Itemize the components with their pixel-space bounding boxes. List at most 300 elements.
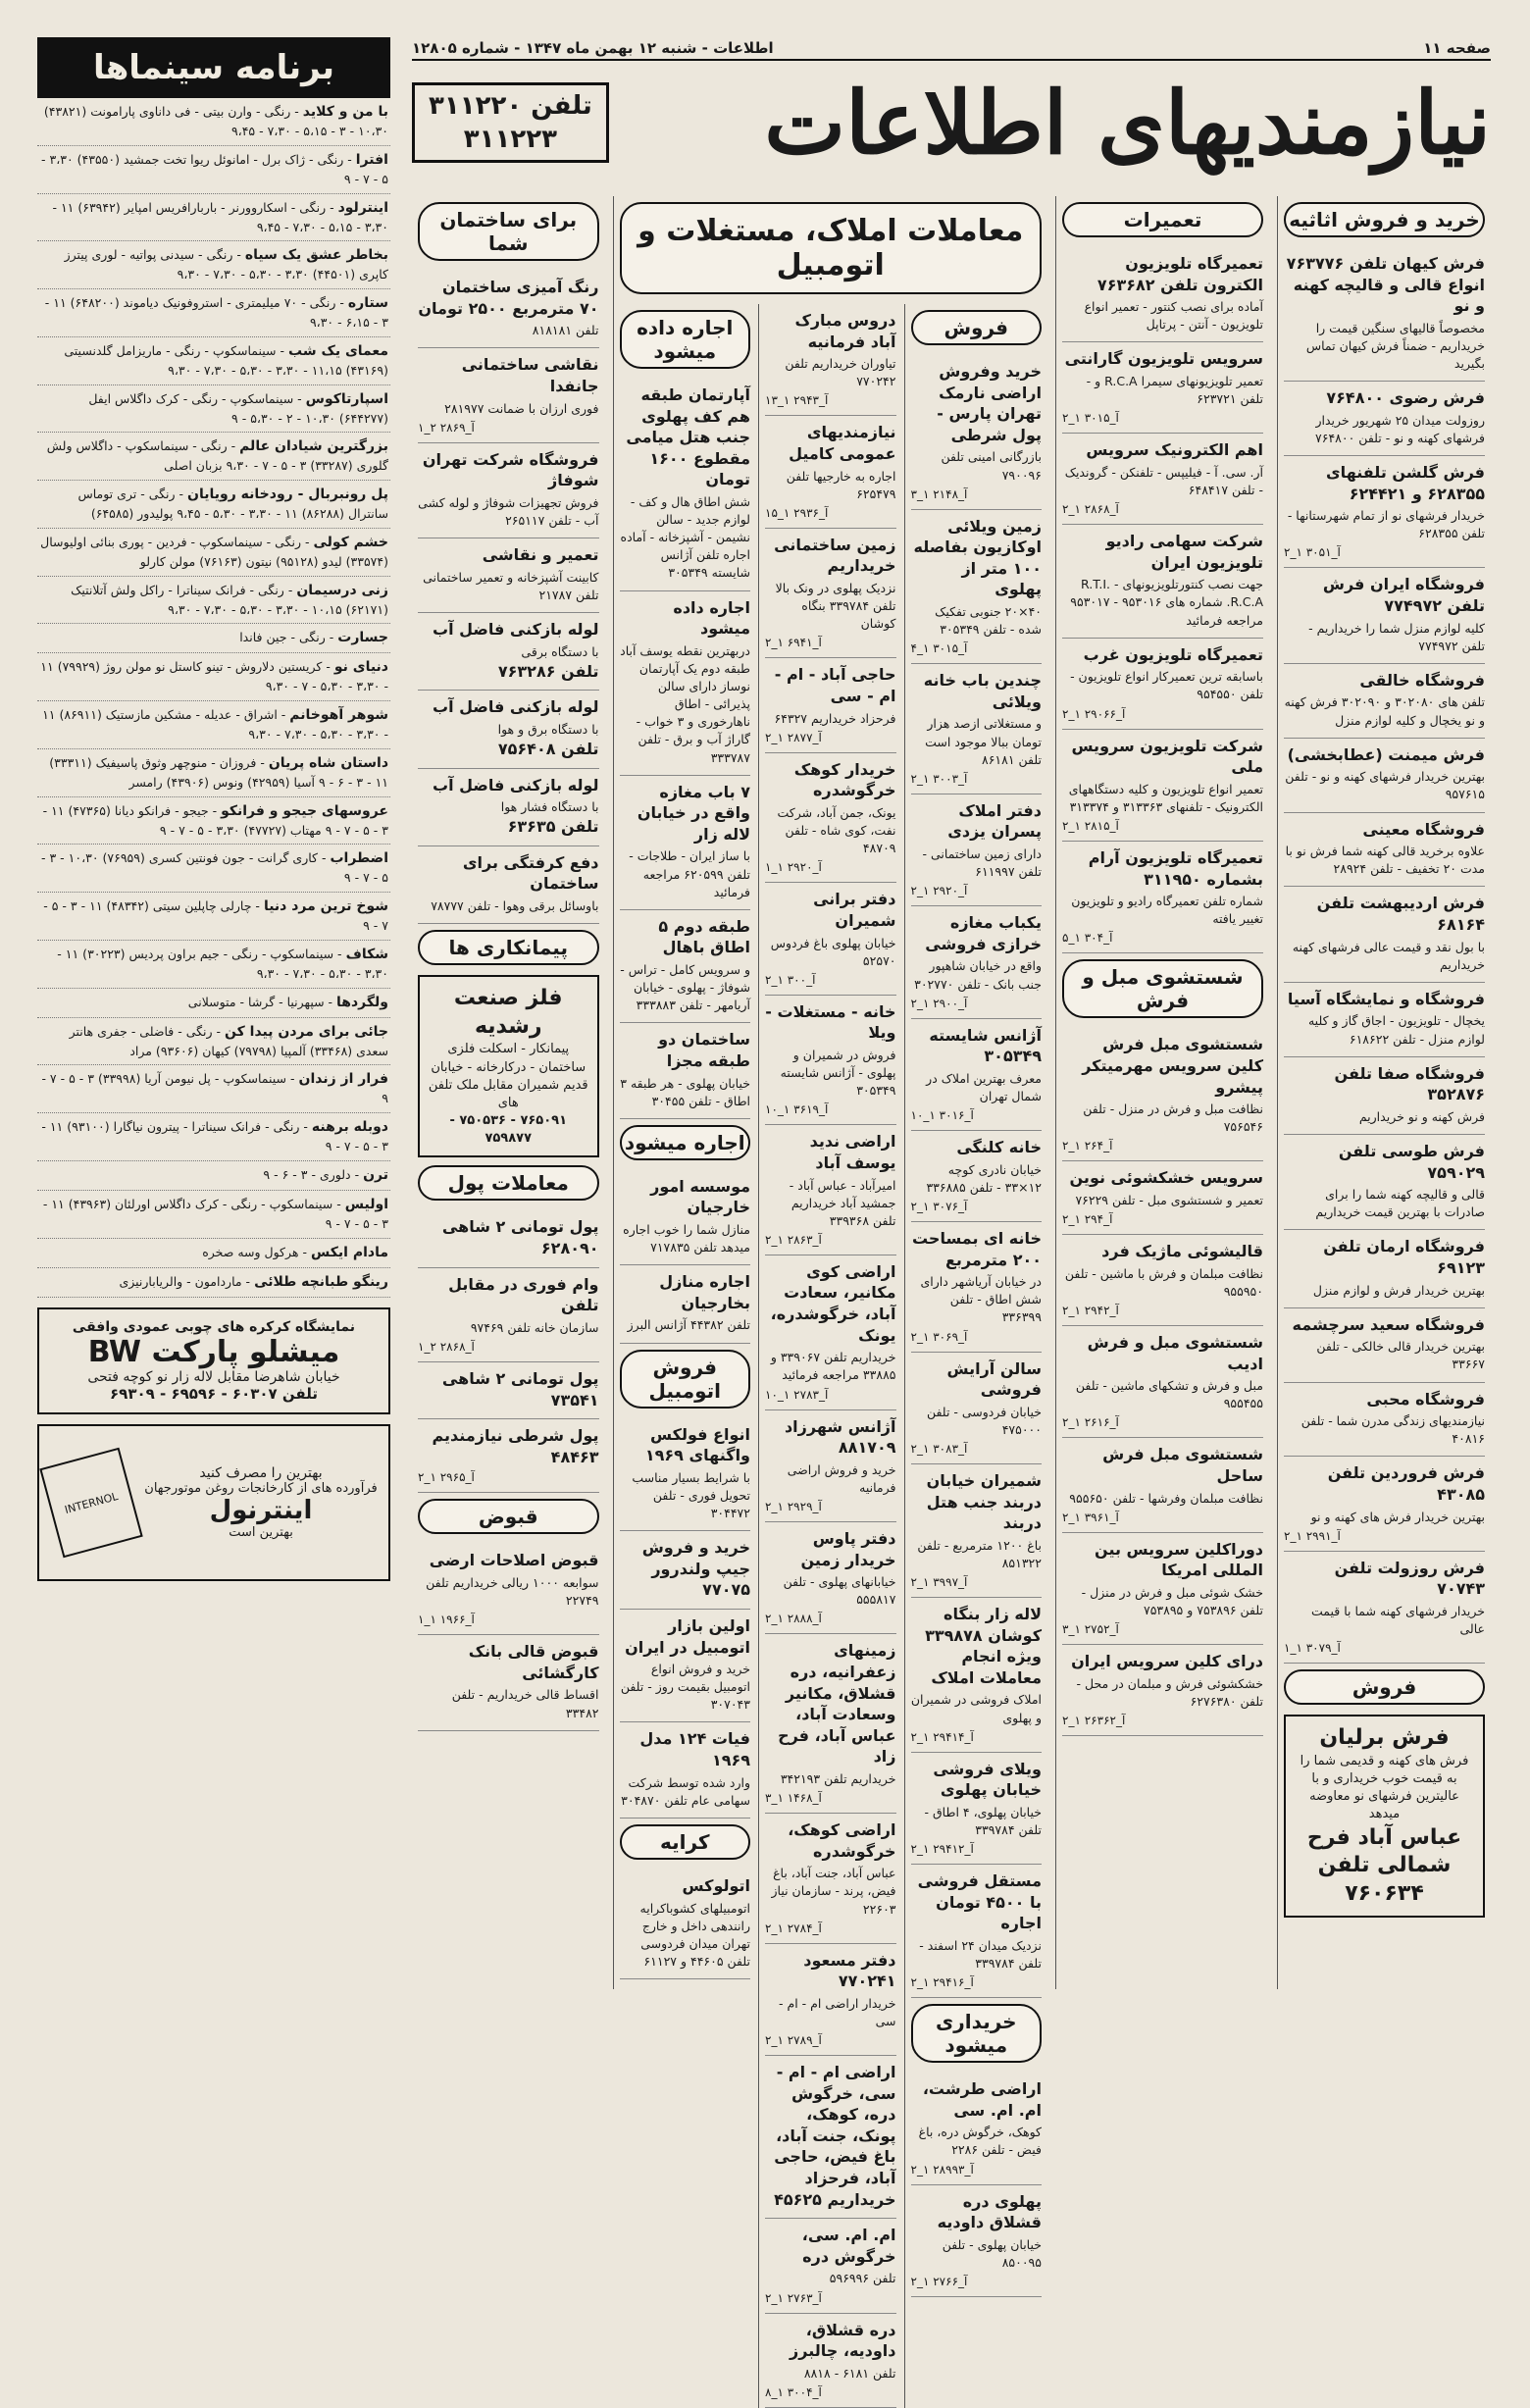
carpet-ad-title: فرش کیهان تلفن ۷۶۳۷۷۶ انواع قالی و قالیچه کهنه و نو — [1286, 254, 1485, 316]
carpet-ad-body: با بول نقد و قیمت عالی فرشهای کهنه خریداریم — [1292, 939, 1485, 972]
carpet-ad-body: بهترین خریدار فرش های کهنه و نو — [1310, 1509, 1485, 1524]
sale-ad-title: مستقل فروشی با ۴۵۰۰ تومان اجاره — [917, 1871, 1042, 1933]
rent-ad-title: ساختمان دو طبقه مجزا — [658, 1030, 750, 1070]
film-details: - سینماسکوپ - رنگی - کرک داگلاس اورلئان (۴۳۹۶۳) ۱۱ - ۳ - ۵ - ۷ - ۹ — [42, 1196, 388, 1231]
carpet-ad — [1284, 1230, 1485, 1307]
film-title: داستان شاه پریان — [268, 754, 388, 771]
sale-ad-code: آ_۳۹۹۷ ۱_۲ — [910, 1575, 968, 1589]
repair-ad — [1062, 730, 1263, 842]
wanted-ad-body: منازل شما را خوب اجاره میدهد تلفن ۷۱۷۸۳۵ — [623, 1222, 750, 1255]
sale-ad-body: املاک فروشی در شمیران و پهلوی — [910, 1692, 1042, 1725]
carpet-ad-title: فرش اردیبهشت تلفن ۶۸۱۶۴ — [1316, 894, 1485, 934]
sale-ad-title: خرید وفروش اراضی نارمک تهران پارس - پول شرطی — [937, 362, 1042, 444]
film-details: - سینماسکوپ - پل نیومن آریا (۳۳۹۹۸) ۳ - ۵ - ۷ - ۹ — [41, 1071, 388, 1106]
dokan-ad-title: دفتر پاوس خریدار زمین — [800, 1528, 896, 1569]
sale-ad-title: یکباب مغازه خرازی فروشی — [925, 913, 1042, 953]
wanted-ad-title: موسسه امور خارجیان — [650, 1176, 750, 1217]
building-ad — [418, 271, 599, 348]
film-details: - رنگی - سیدنی پواتیه - لوری پیترز کاپری (۴۴۵۰۱) ۳،۳۰ - ۵،۳۰ - ۷،۳۰ - ۹،۳۰ — [64, 247, 388, 282]
wash-ad-title: دوراکلین سرویس بین المللی امریکا — [1095, 1539, 1263, 1580]
sale-ad-body: معرف بهترین املاک در شمال تهران — [926, 1070, 1042, 1103]
wash-ad-title: قالیشوئی ماژیک فرد — [1101, 1242, 1263, 1261]
ghoboz-ad-code: آ_۱۹۶۶ ۱_۱ — [418, 1613, 475, 1627]
ghoboz-ad-body: سوابعه ۱۰۰۰ ریالی خریداریم تلفن ۲۲۷۴۹ — [426, 1574, 599, 1609]
ghoboz-ads — [418, 1544, 599, 1730]
building-ad — [418, 538, 599, 613]
repair-ad-body: تعمیر تلویزیونهای سیمرا R.C.A و - تلفن ۶۲۳۷۲۱ — [1086, 374, 1263, 407]
film-details: - رنگی - فرانک سیناترا - راکل ولش آتلانتیک (۶۲۱۷۱) ۱۰،۱۵ - ۳،۳۰ - ۵،۳۰ - ۷،۳۰ - ۹،۳۰ — [71, 582, 388, 617]
sale-ad-body: نزدیک میدان ۲۴ اسفند - تلفن ۳۳۹۷۸۴ — [919, 1937, 1042, 1971]
dokan-ad — [765, 2219, 896, 2313]
building-ad-code: آ_۲۸۶۹ ۲_۱ — [418, 420, 475, 435]
sale-ad-code: آ_۳۰۸۳ ۱_۲ — [910, 1441, 968, 1456]
dokan-ad-code: آ_۲۹۴۳ ۱_۱۳ — [765, 393, 829, 408]
repair-ad — [1062, 342, 1263, 434]
dokan-ad — [765, 1410, 896, 1522]
internol-line2: فرآورده های از کارخانجات روغن موتورجهان — [144, 1480, 378, 1496]
dokan-ad-title: اراضی ندید یوسف آباد — [809, 1132, 896, 1172]
dokan-ad-code: آ_۱۴۶۸ ۱_۳ — [765, 1791, 822, 1806]
carpet-ad-body: مخصوصاً قالیهای سنگین قیمت را خریداریم - ضمناً فرش کیهان تماس بگیرید — [1305, 320, 1485, 372]
carpet-ad-title: فروشگاه و نمایشگاه آسیا — [1287, 989, 1485, 1008]
repair-ad — [1062, 842, 1263, 953]
sale-ad — [911, 1019, 1043, 1131]
carpet-ad-body: فرش کهنه و نو خریداریم — [1358, 1108, 1485, 1124]
dokan-ad-title: زمینهای زعفرانیه، دره قشلاق، مکانیر وسعادت آباد، عباس آباد، فرح زاد — [778, 1641, 896, 1767]
rent-section-head: اجاره داده میشود — [620, 310, 751, 369]
carpet-ad-title: فرش رضوی ۷۶۴۸۰۰ — [1326, 388, 1485, 408]
money-ad-code: آ_۲۹۶۵ ۱_۲ — [418, 1470, 475, 1485]
carpet-ad-body: نیازمندیهای زندگی مدرن شما - تلفن ۴۰۸۱۶ — [1300, 1413, 1485, 1447]
dokan-ad-title: ام. ام. سی، خرگوش دره — [801, 2226, 896, 2266]
dokan-ad-body: تیاوران خریداریم تلفن ۷۷۰۲۴۲ — [785, 356, 896, 389]
dokan-ad-code: آ_۲۸۷۷ ۱_۲ — [765, 730, 822, 744]
sale-ad-body: در خیابان آریاشهر دارای شش اطاق - تلفن ۳۳۶۳۹۹ — [920, 1274, 1042, 1325]
wash-ad-body: نظافت مبلمان و فرش با ماشین - تلفن ۹۵۵۹۵۰ — [1064, 1265, 1263, 1299]
film-title: شوهر آهوخانم — [289, 707, 388, 723]
wanted-ads — [620, 1170, 751, 1344]
repair-ad-title: شرکت سهامی رادیو تلویزیون ایران — [1105, 532, 1263, 572]
bw-brand: میشلو پارکت BW — [87, 1334, 340, 1369]
car-ad-title: فیات ۱۲۴ مدل ۱۹۶۹ — [639, 1729, 750, 1770]
building-ad-title: رنگ آمیزی ساختمان ۷۰ مترمربع ۲۵۰۰ تومان — [418, 278, 599, 318]
col-building — [412, 196, 605, 1989]
dokan-ad — [765, 1125, 896, 1255]
carpet-ad — [1284, 1457, 1485, 1551]
dokan-ad-code: آ_۲۹۲۹ ۱_۲ — [765, 1499, 822, 1513]
film-details: - رنگی - سینماسکوپ - داگلاس ولش گلوری (۳۳۲۸۷) ۳ - ۵ - ۷ - ۹،۳۰ بزبان اصلی — [46, 438, 388, 474]
pymankari-head: پیمانکاری ها — [418, 930, 599, 965]
repair-ad — [1062, 434, 1263, 525]
sale-ad — [911, 1131, 1043, 1222]
sale-ad-title: خانه ای بمساحت ۲۰۰ مترمربع — [911, 1228, 1042, 1269]
building-ad-body: با دستگاه برق و هوا — [497, 721, 599, 737]
sale-ad-body: باغ ۱۲۰۰ مترمربع - تلفن ۸۵۱۳۲۲ — [917, 1537, 1042, 1570]
cinema-listing — [37, 989, 390, 1018]
sale-ad — [911, 1222, 1043, 1353]
rent-ad — [620, 910, 751, 1024]
dokan-ad — [765, 304, 896, 416]
wash-ad — [1062, 1326, 1263, 1438]
dokan-ad — [765, 529, 896, 659]
film-title: زنی درسیمان — [296, 582, 388, 598]
building-ad-title: نقاشی ساختمانی جانفدا — [461, 355, 599, 395]
cinema-listing — [37, 529, 390, 577]
repair-ad-code: آ_۳۰۱۵ ۱_۲ — [1062, 411, 1119, 426]
cinema-listings — [37, 98, 390, 1298]
sale-ad-title: ویلای فروشی خیابان پهلوی — [933, 1759, 1042, 1800]
repair-ad-title: شرکت تلویزیون سرویس ملی — [1071, 736, 1263, 777]
dokan-ad-title: خانه - مستغلات - ویلا — [765, 1001, 896, 1043]
film-title: افترا — [355, 151, 388, 168]
repair-ad-title: اهم الکترونیک سرویس — [1086, 440, 1263, 460]
repair-ad-title: تعمیرگاه تلویزیون غرب — [1083, 644, 1263, 664]
repair-ad-body: آماده برای نصب کنتور - تعمیر انواع تلویزیون - آنتن - پرتاپل — [1084, 299, 1263, 333]
film-details: - سینماسکوپ - رنگی - کرک داگلاس ایفل (۶۴۴۲۷۷) ۱۰،۳۰ - ۲ - ۵،۳۰ - ۹ — [88, 390, 388, 426]
building-ad-title: فروشگاه شرکت تهران شوفاژ — [422, 449, 599, 490]
col-repair — [1055, 196, 1269, 1989]
carpet-ad-body: روزولت میدان ۲۵ شهریور خریدار فرشهای کهنه و نو - تلفن ۷۶۴۸۰۰ — [1315, 412, 1485, 445]
issue-info: اطلاعات - شنبه ۱۲ بهمن ماه ۱۳۴۷ - شماره ۱۲۸۰۵ — [412, 39, 774, 57]
film-details: - رنگی - وارن بیتی - فی داناوی پارامونت (۴۳۸۲۱) ۱۰،۳۰ - ۳ - ۵،۱۵ - ۷،۳۰ - ۹،۴۵ — [43, 104, 388, 138]
car-section-head: فروش اتومبیل — [620, 1350, 751, 1409]
sale-ad-title: چندین باب خانه ویلائی — [923, 671, 1042, 711]
dokan-ad-body: فرحزاد خریداریم ۶۴۳۲۷ — [774, 710, 896, 726]
film-title: معمای یک شب — [288, 342, 388, 359]
rent-ad-title: آپارتمان طبقه هم کف پهلوی جنب هتل میامی مقطوع ۱۶۰۰ تومان — [626, 385, 750, 489]
car-ad — [620, 1610, 751, 1723]
building-ad-body: با دستگاه فشار هوا — [500, 799, 599, 815]
dokan-ad-body: امیرآباد - عباس آباد - جمشید آباد خریداریم تلفن ۳۳۹۳۶۸ — [789, 1177, 896, 1228]
sale-ad-code: آ_۲۹۴۱۴ ۱_۲ — [910, 1729, 974, 1744]
film-title: اسپارتاکوس — [305, 390, 388, 407]
bw-line1: نمایشگاه کرکره های چوبی عمودی وافقی — [72, 1318, 356, 1335]
wash-ad-code: آ_۲۶۱۶ ۱_۲ — [1062, 1415, 1119, 1430]
rent-ad-body: با ساز ایران - طلاجات - تلفن ۶۲۰۵۹۹ مراجعه فرمائید — [629, 848, 750, 899]
film-details: - رنگی - جین فاندا — [239, 630, 334, 645]
dokan-ad — [765, 996, 896, 1126]
dokan-ad-body: خریداریم تلفن ۳۳۹۰۶۷ و ۳۳۸۸۵ مراجعه فرمائید — [770, 1350, 896, 1383]
wanted-ad-title: اجاره منازل بخارجیان — [659, 1272, 750, 1312]
cinema-listing — [37, 1065, 390, 1113]
col-rent — [620, 304, 751, 2408]
ghoboz-head: قبوض — [418, 1499, 599, 1534]
dokan-ad — [765, 2314, 896, 2408]
film-title: جائی برای مردن پیدا کن — [225, 1023, 388, 1040]
wash-ad-title: سرویس خشکشوئی نوین — [1069, 1168, 1263, 1188]
dokan-ad-title: اراضی کوهک، خرگوشدره — [788, 1820, 896, 1861]
building-ads — [418, 271, 599, 924]
wash-ad — [1062, 1533, 1263, 1645]
building-ad — [418, 348, 599, 442]
rent-ads — [620, 379, 751, 1119]
car-ad-body: وارد شده توسط شرکت سهامی عام تلفن ۳۰۴۸۷۰ — [621, 1774, 750, 1808]
dokan-ad — [765, 753, 896, 884]
carpet-ad-title: فروشگاه صفا تلفن ۳۵۲۸۷۶ — [1334, 1063, 1485, 1104]
estate-subcols — [620, 304, 1043, 2408]
sale-ad-code: آ_۲۹۴۱۲ ۱_۲ — [910, 1842, 974, 1857]
repair-ad-code: آ_۲۹۰۶۶ ۱_۲ — [1062, 706, 1126, 721]
money-ad — [418, 1362, 599, 1419]
repair-ad — [1062, 247, 1263, 342]
repair-ad-title: سرویس تلویزیون گارانتی — [1064, 349, 1263, 369]
dokan-ad-body: خرید و فروش اراضی فرمانیه — [787, 1461, 896, 1495]
berlin-body: فرش های کهنه و قدیمی شما را به قیمت خوب خریداری و با عالیترین فرشهای نو معاوضه میدهد — [1300, 1753, 1469, 1822]
sale-ad — [911, 1753, 1043, 1865]
wash-ad — [1062, 1438, 1263, 1532]
car-ad — [620, 1418, 751, 1532]
carpet-ad — [1284, 247, 1485, 382]
cinema-listing — [37, 481, 390, 529]
film-title: شکاف — [345, 946, 388, 962]
wash-ad-body: خشک شوئی مبل و فرش در منزل - تلفن ۷۵۳۸۹۶ و ۷۵۳۸۹۵ — [1081, 1584, 1263, 1618]
dokan-ad-code: آ_۲۷۸۴ ۱_۲ — [765, 1921, 822, 1935]
dokan-ad-title: دره قشلاق، داودیه، چالبرز — [790, 2320, 896, 2361]
car-ad — [620, 1531, 751, 1610]
film-details: - کریستین دلاروش - تینو کاستل نو مولن روژ (۷۹۹۲۹) ۱۱ - ۳،۳۰ - ۵،۳۰ - ۷ - ۹،۳۰ — [40, 659, 388, 694]
car-ad — [620, 1722, 751, 1818]
film-title: با من و کلاید — [302, 104, 388, 120]
carpet-ad — [1284, 813, 1485, 888]
film-details: - رنگی - تری توماس سانترال (۸۶۲۸۸) ۱۱ - ۳،۳۰ - ۵،۳۰ - ۹،۴۵ پولیدور (۶۴۵۸۵) — [77, 487, 388, 521]
buy-ads — [911, 2073, 1043, 2297]
sale-ad-title: دفتر املاک پسران یزدی — [947, 800, 1042, 842]
dokan-ad-body: خریداریم تلفن ۳۴۲۱۹۳ — [780, 1770, 896, 1786]
cinema-listing — [37, 241, 390, 289]
cinema-listing — [37, 98, 390, 146]
dokan-ad-title: دفتر برانی شمیران — [813, 890, 896, 930]
carpet-ad-title: فروشگاه سعید سرچشمه — [1292, 1314, 1485, 1334]
film-title: ترن — [363, 1166, 388, 1183]
dokan-ad-title: حاجی آباد - ام - ام - سی — [774, 665, 896, 706]
carpet-ad-title: فروشگاه ارمان تلفن ۶۹۱۲۳ — [1323, 1237, 1485, 1278]
building-ad-phone: تلفن ۷۵۶۴۰۸ — [497, 739, 599, 758]
carpet-ad — [1284, 456, 1485, 568]
felez-body: پیمانکار - اسکلت فلزی ساختمان - درکارخانه - خیابان قدیم شمیران مقابل ملک تلفن های — [428, 1042, 588, 1110]
car-ad-body: خرید و فروش انواع اتومبیل بقیمت روز - تلفن ۳۰۷۰۴۳ — [620, 1662, 750, 1713]
carpet-ad — [1284, 1552, 1485, 1664]
dokan-ad — [765, 658, 896, 752]
col-carpet — [1277, 196, 1491, 1989]
cinema-listing — [37, 289, 390, 337]
buy-ad — [911, 2073, 1043, 2184]
car-ad-body: با شرایط بسیار مناسب تحویل فوری - تلفن ۳۰۴۴۷۲ — [632, 1469, 750, 1520]
building-section-head: برای ساختمان شما — [418, 202, 599, 261]
carpet-ad-body: خریدار فرشهای نو از تمام شهرستانها - تلفن ۶۲۸۳۵۵ — [1287, 508, 1485, 541]
repair-ad-title: تعمیرگاه تلویزیون الکترون تلفن ۷۶۳۶۸۲ — [1096, 254, 1263, 294]
sale-ad-body: خیابان فردوسی - تلفن ۴۷۵۰۰۰ — [926, 1404, 1042, 1437]
carpet-ad-code: آ_۳۰۵۱ ۱_۲ — [1284, 545, 1341, 560]
berlin-title: فرش برلیان — [1319, 1725, 1450, 1751]
sale-ad-code: آ_۳۰۰۳ ۱_۲ — [910, 771, 968, 786]
carpet-ad-title: فروشگاه محبی — [1366, 1389, 1485, 1409]
film-details: - سینماسکوپ - رنگی - ماریزامل گلدنسیتی (۴۳۱۶۹) ۱۱،۱۵ - ۳،۳۰ - ۵،۳۰ - ۷،۳۰ - ۹،۳۰ — [64, 342, 388, 378]
buy-ad-body: خیابان پهلوی - تلفن ۸۵۰۰۹۵ — [942, 2236, 1042, 2270]
carpet-ad — [1284, 664, 1485, 739]
rent-ad-body: و سرویس کامل - تراس - شوفاژ - پهلوی - خیابان آریامهر - تلفن ۳۳۳۸۸۳ — [620, 962, 750, 1013]
banner-title: نیازمندیهای اطلاعات — [764, 72, 1491, 174]
wanted-ad-body: تلفن ۴۴۳۸۲ آژانس البرز — [627, 1317, 750, 1333]
sale-ad-body: ۴۰×۲۰ جنوبی تفکیک شده - تلفن ۳۰۵۳۴۹ — [935, 604, 1042, 638]
carpet-ad — [1284, 1057, 1485, 1135]
cinema-listing — [37, 941, 390, 989]
sale-ad-code: آ_۳۰۶۹ ۱_۲ — [910, 1329, 968, 1344]
dokan-ad-title: دروس مبارک آباد فرمانیه — [794, 311, 896, 351]
film-details: - رنگی - فرانک سیناترا - پیترون نیاگارا (۹۳۱۰۰) ۱۱ - ۳ - ۵ - ۷ - ۹ — [41, 1119, 388, 1153]
sale-ad-title: شمیران خیابان دربند جنب هتل دربند — [926, 1470, 1042, 1533]
dokan-ad-code: آ_۲۸۶۳ ۱_۲ — [765, 1232, 822, 1247]
film-title: مادام ایکس — [310, 1244, 388, 1260]
carpet-ad-body: یخچال - تلویزیون - اجاق گاز و کلیه لوازم منزل - تلفن ۶۱۸۶۲۲ — [1307, 1013, 1485, 1047]
film-details: - رنگی - اسکاروورنر - باربارافریس امپایر (۶۳۹۴۲) ۱۱ - ۳،۳۰ - ۵،۱۵ - ۷،۳۰ - ۹،۴۵ — [52, 199, 388, 234]
dokan-ad-code: آ_۲۹۲۰ ۱_۱ — [765, 860, 822, 875]
ghoboz-ad-body: اقساط قالی خریداریم - تلفن ۳۳۴۸۲ — [451, 1687, 599, 1720]
dokan-ad-body: عباس آباد، جنت آباد، باغ فیض، پرند - سازمان نیاز ۲۲۶۰۳ — [771, 1866, 896, 1917]
sale-ad-body: و مستغلاتی ازصد هزار تومان ببالا موجود است تلفن ۸۶۱۸۱ — [925, 716, 1042, 767]
buy-ad-body: کوهک، خرگوش دره، باغ فیض - تلفن ۲۲۸۶ — [918, 2125, 1042, 2158]
dokan-ad-body: تلفن ۵۹۶۹۹۶ — [829, 2271, 896, 2286]
dokan-ad-code: آ_۲۹۳۶ ۱_۱۵ — [765, 505, 829, 520]
carpet-ad-body: بهترین خریدار فرشهای کهنه و نو - تلفن ۹۵۷۶۱۵ — [1285, 769, 1485, 802]
berlin-ad — [1284, 1715, 1485, 1918]
film-details: - اشراق - عدیله - مشکین مازستیک (۸۶۹۱۱) ۱۱ - ۳،۳۰ - ۵،۳۰ - ۷،۳۰ - ۹،۳۰ — [42, 707, 388, 742]
sale-ad-title: سالن آرایش فروشی — [946, 1358, 1042, 1400]
rent-ad — [620, 379, 751, 591]
dokan-ad-body: فروش در شمیران و پهلوی - آژانس شایسته ۳۰۵۳۴۹ — [780, 1047, 896, 1099]
repair-ad-body: باسابقه ترین تعمیرکار انواع تلویزیون - تلفن ۹۵۴۵۵۰ — [1070, 669, 1263, 702]
bw-phone: تلفن ۶۰۳۰۷ - ۶۹۵۹۶ - ۶۹۳۰۹ — [110, 1384, 318, 1403]
money-ad — [418, 1268, 599, 1362]
dokan-ad-title: اراضی کوی مکانیر، سعادت آباد، خرگوشدره، یونک — [770, 1261, 896, 1345]
wash-ad — [1062, 1645, 1263, 1736]
film-title: عروسهای جیجو و فرانکو — [221, 802, 388, 819]
carpet-section-head: خرید و فروش اثاثیه — [1284, 202, 1485, 237]
internol-line3: بهترین است — [229, 1524, 293, 1540]
carpet-ad-body: تلفن های ۳۰۲۰۸۰ و ۳۰۲۰۹۰ فرش کهنه و نو یخچال و کلیه لوازم منزل — [1284, 694, 1485, 728]
carpet-ad-title: فرش گلشن تلفنهای ۶۲۸۳۵۵ و ۶۲۴۴۲۱ — [1326, 463, 1485, 503]
rent-ad-body: شش اطاق هال و کف - لوازم جدید - سالن نشیمن - آشپزخانه - آماده اجاره تلفن آژانس شایسته ۳۰۵۳۴۹ — [620, 493, 750, 581]
building-ad-title: لوله بازکنی فاضل آب — [433, 619, 599, 639]
film-title: جسارت — [337, 630, 388, 646]
film-title: دنیای نو — [333, 659, 388, 676]
dokan-ad-body: اجاره به خارجیها تلفن ۶۲۵۴۷۹ — [786, 468, 896, 501]
sale-ad — [911, 906, 1043, 1018]
film-title: ستاره — [347, 295, 388, 311]
car-ad-title: انواع فولکس واگنهای ۱۹۶۹ — [644, 1424, 750, 1465]
building-ad-title: تعمیر و نقاشی — [482, 545, 599, 565]
money-ad-title: وام فوری در مقابل تلفن — [448, 1274, 599, 1315]
rent-ad — [620, 776, 751, 910]
sale-ad-title: آژانس شایسته ۳۰۵۳۴۹ — [929, 1025, 1042, 1066]
film-title: خشم کولی — [313, 534, 388, 550]
banner — [412, 69, 1491, 177]
dokan-ad — [765, 1522, 896, 1634]
berlin-address: عباس آباد فرح شمالی تلفن — [1306, 1824, 1462, 1878]
cinema-listing — [37, 653, 390, 701]
film-details: - چارلی چاپلین سیتی (۴۸۳۴۲) ۱۱ - ۳ - ۵ - ۷ - ۹ — [43, 898, 388, 933]
repair-ad-body: تعمیر انواع تلویزیون و کلیه دستگاههای الکترونیک - تلفنهای ۳۱۳۳۶۳ و ۳۱۳۳۷۴ — [1068, 781, 1263, 814]
buy-ad-code: آ_۲۸۹۹۳ ۱_۲ — [910, 2162, 974, 2177]
sale-section-head: فروش — [911, 310, 1043, 345]
repair-ad-body: جهت نصب کنتورتلویزیونهای R.T.I. - R.C.A. شماره های ۹۵۳۰۱۶ - ۹۵۳۰۱۷ مراجعه فرمائید — [1070, 577, 1263, 628]
dokan-ad-code: آ_۲۸۸۸ ۱_۲ — [765, 1612, 822, 1626]
dokan-ad-body: یونک، جمن آباد، شرکت نفت، کوی شاه - تلفن ۴۸۷۰۹ — [777, 804, 896, 856]
cinema-listing — [37, 1113, 390, 1161]
sale-ad — [911, 510, 1043, 665]
issue-line — [412, 37, 1491, 61]
film-details: - رنگی - سینماسکوپ - فردین - پوری بنائی اولیوسال (۳۳۵۷۴) لیدو (۹۵۱۲۸) نیتون (۷۶۱۶۳) مولن کارلو — [40, 534, 388, 569]
cinema-column — [37, 37, 390, 1989]
internol-brand: اینترنول — [209, 1495, 313, 1525]
dokan-ad — [765, 883, 896, 995]
dokan-ad — [765, 1944, 896, 2056]
bw-ad — [37, 1307, 390, 1414]
carpet-ad-code: آ_۳۰۷۹ ۱_۱ — [1284, 1641, 1341, 1656]
dokan-ad-code: آ_۲۷۸۳ ۱_۱۰ — [765, 1387, 829, 1402]
bw-line2: خیابان شاهرضا مقابل لاله زار نو کوچه فتحی — [87, 1368, 340, 1385]
film-title: اینترلود — [337, 199, 388, 216]
wash-ads — [1062, 1028, 1263, 1736]
internol-line1: بهترین را مصرف کنید — [199, 1464, 323, 1481]
building-ad-body: کابینت آشپزخانه و تعمیر ساختمانی تلفن ۲۱۷۸۷ — [423, 569, 599, 602]
building-ad — [418, 613, 599, 691]
money-ad-code: آ_۲۸۶۸ ۲_۱ — [418, 1339, 475, 1354]
film-title: رینگو طبانچه طلائی — [254, 1273, 388, 1290]
dokan-ad — [765, 1255, 896, 1410]
dokan-ad-title: زمین ساختمانی خریداریم — [774, 535, 896, 576]
dokan-ad — [765, 2056, 896, 2219]
cinema-listing — [37, 701, 390, 749]
repair-ad-body: شماره تلفن تعمیرگاه رادیو و تلویزیون تغییر یافته — [1071, 894, 1263, 927]
dokan-ad-code: آ_۲۷۶۳ ۱_۲ — [765, 2290, 822, 2305]
wash-ad-code: آ_۳۹۶۱ ۱_۲ — [1062, 1510, 1119, 1524]
ghoboz-ad — [418, 1635, 599, 1730]
cinema-title: برنامه سینماها — [37, 37, 390, 98]
carpet-ad-title: فروشگاه ایران فرش تلفن ۷۷۴۹۷۲ — [1322, 575, 1485, 616]
wash-ad-title: شستشوی مبل فرش کلین سرویس مهرمیتکر پیشرو — [1082, 1035, 1263, 1097]
cinema-listing — [37, 1191, 390, 1239]
repair-ad-code: آ_۲۸۶۸ ۱_۲ — [1062, 502, 1119, 517]
wash-ad-body: مبل و فرش و تشکهای ماشین - تلفن ۹۵۵۴۵۵ — [1075, 1378, 1263, 1411]
wash-ad-body: تعمیر و شستشوی مبل - تلفن ۷۶۲۲۹ — [1075, 1193, 1263, 1208]
carpet-ad-title: فروشگاه معینی — [1362, 819, 1485, 839]
wash-ad-title: درای کلین سرویس ایران — [1071, 1652, 1263, 1671]
buy-section-head: خریداری میشود — [911, 2004, 1043, 2063]
rent-ad-title: اجاره داده میشود — [673, 597, 750, 639]
sale-ad-code: آ_۳۰۱۶ ۱_۱۰ — [910, 1108, 974, 1123]
repair-ad-body: آر. سی. آ - فیلیپس - تلفنکن - گروندیک - تلفن ۶۴۸۴۱۷ — [1064, 464, 1263, 497]
film-details: - دلوری - ۳ - ۶ - ۹ — [263, 1166, 360, 1182]
film-details: - سپهرنیا - گرشا - متوسلانی — [187, 994, 333, 1009]
sale-ad-code: آ_۲۱۴۸ ۱_۳ — [910, 487, 968, 501]
buy-ad — [911, 2185, 1043, 2297]
car-ad-title: خرید و فروش جیپ ولندرور ۷۷۰۷۵ — [641, 1538, 750, 1600]
karayeh-body: اتومبیلهای کشوباکرایه رانندهی داخل و خارج تهران میدان فردوسی تلفن ۴۴۶۰۵ و ۶۱۱۲۷ — [639, 1900, 750, 1969]
carpet-ad — [1284, 1135, 1485, 1230]
dokan-ad — [765, 416, 896, 528]
sale-ad — [911, 355, 1043, 510]
ghoboz-ad-title: قبوض قالی بانک کارگشائی — [468, 1642, 599, 1682]
buy-ad-title: پهلوی دره قشلاق داودیه — [937, 2191, 1042, 2232]
carpet-ad — [1284, 983, 1485, 1057]
repair-ads — [1062, 247, 1263, 953]
rent-ad-body: دربهترین نقطه یوسف آباد طبقه دوم یک آپارتمان نوساز دارای سالن پذیرائی - اطاق ناهارخوری و ۳ خواب - گاراژ آب و برق - تلفن ۳۳۳۷۸۷ — [620, 642, 750, 765]
cinema-listing — [37, 194, 390, 242]
dokan-ad-title: اراضی ام - ام - سی، خرگوش دره، کوهک، پونک، جنت آباد، باغ فیض، حاجی آباد، فرحزاد خریداریم ۴۵۶۲۵ — [774, 2063, 896, 2209]
carpet-ad-body: بهترین خریدار فرش و لوازم منزل — [1312, 1282, 1485, 1298]
building-ad-title: دفع کرفتگی برای ساختمان — [462, 852, 599, 894]
sale-ads — [911, 355, 1043, 1998]
